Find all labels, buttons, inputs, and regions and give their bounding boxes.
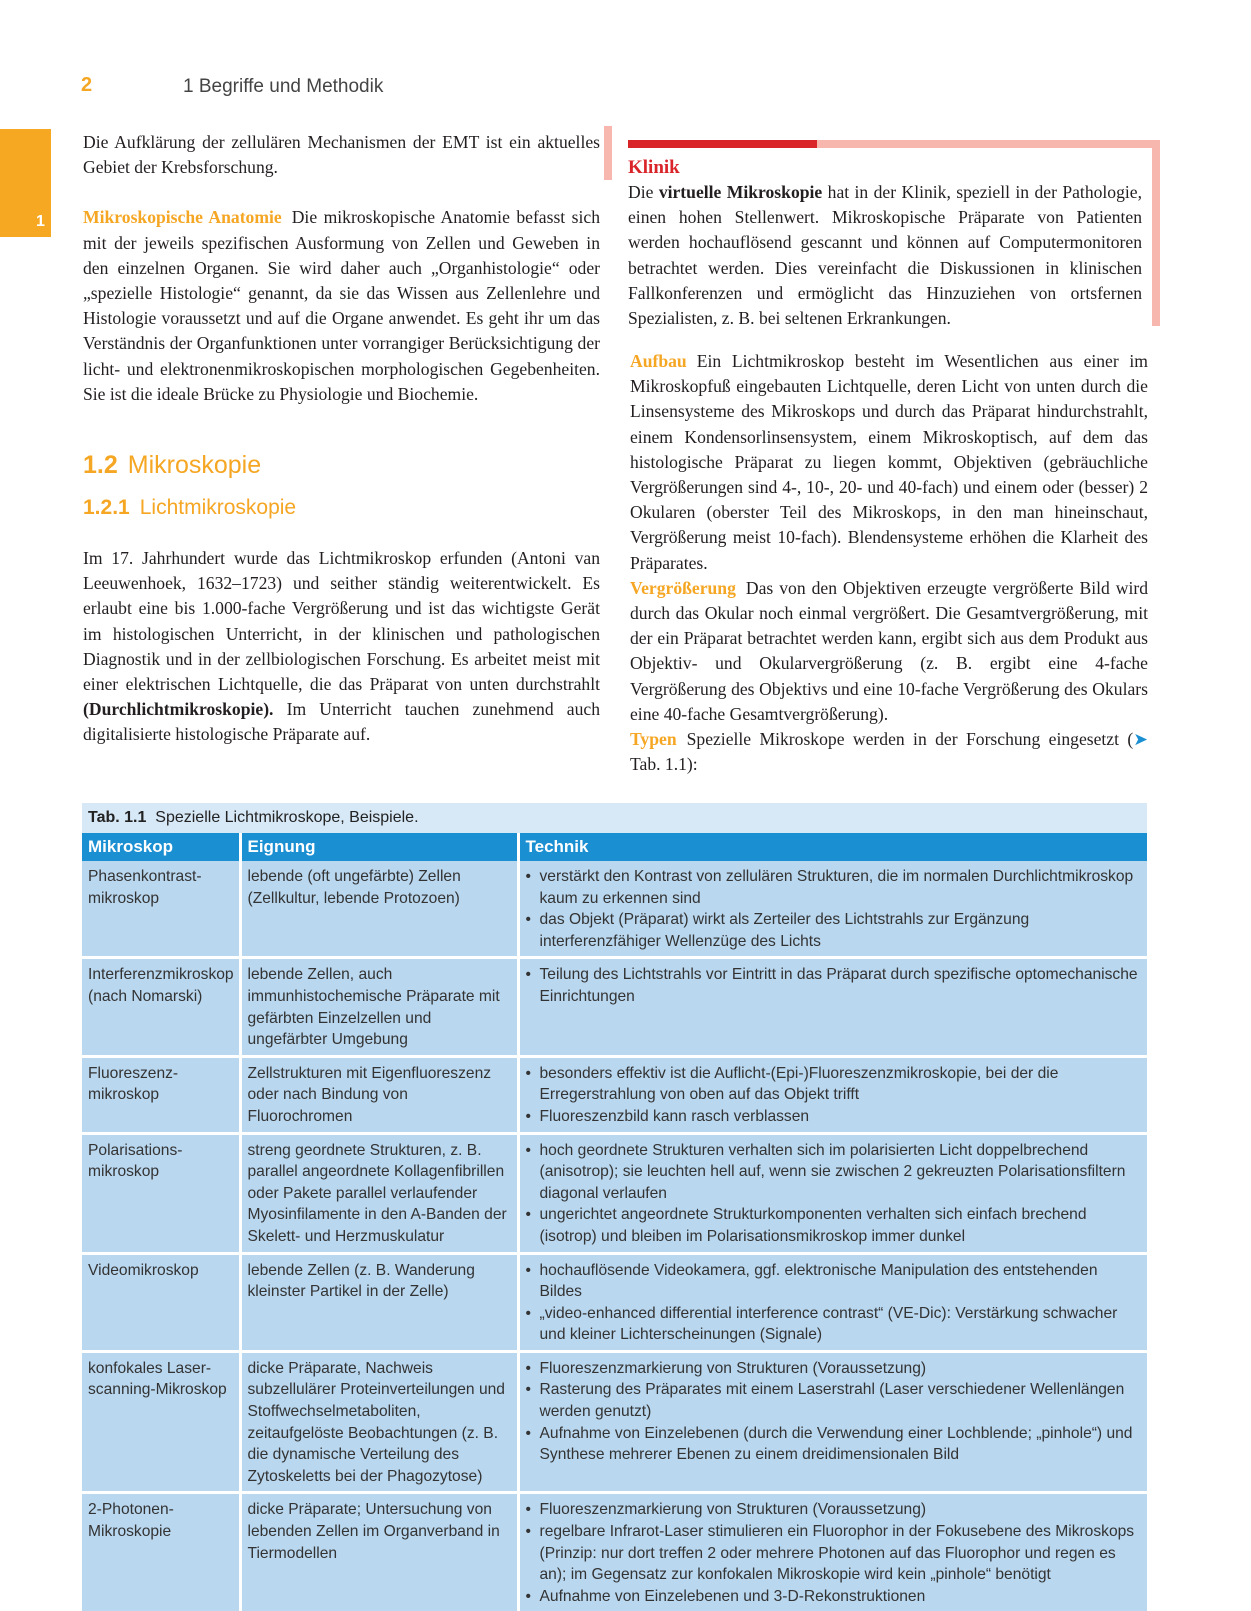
cell-technik [518,861,1147,958]
cell-technik [518,958,1147,1056]
cell-eignung: dicke Präparate; Untersuchung von lebenden Zellen im Organverband in Tiermodellen [240,1493,518,1611]
chapter-tab [0,129,51,237]
table-row [82,1493,1147,1611]
technik-item: • Fluoreszenzbild kann rasch verblassen [526,1106,1142,1128]
table-caption [82,803,1147,833]
table-row [82,1133,1147,1253]
table [82,833,1147,1611]
technik-item: • verstärkt den Kontrast von zellulären Strukturen, die im normalen Durchlichtmikroskop kaum zu erkennen sind [526,866,1142,909]
cell-eignung: dicke Präparate, Nachweis subzellulärer Proteinverteilungen und Stoffwechselmetaboliten, zeitaufgelöste Beobachtungen (z. B. die dynamische Verteilung des Zytoskeletts bei der Phagozytose) [240,1351,518,1493]
term-virtuelle-mikroskopie: virtuelle Mikroskopie [658,182,823,202]
table-row [82,958,1147,1056]
technik-item: • „video-enhanced differential interference contrast“ (VE-Dic): Verstärkung schwacher und kleiner Lichterscheinungen (Signale) [526,1303,1142,1346]
technik-item: • das Objekt (Präparat) wirkt als Zerteiler des Lichtstrahls zur Ergänzung interferenzfähiger Wellenzüge des Lichts [526,909,1142,952]
cell-technik [518,1133,1147,1253]
table-row [82,1056,1147,1133]
paragraph-vergroesserung-text: Das von den Objektiven erzeugte vergrößerte Bild wird durch das Okular noch einmal vergrößert. Die Gesamtvergrößerung, mit der ein Präparat betrachtet werden kann, ergibt sich aus dem Produkt aus Objektiv- und Okularvergrößerung (z. B. ergibt eine 4-fache Vergrößerung des Objektivs und eine 10-fache Vergrößerung des Okulars eine 40-fache Gesamtvergrößerung). [630,577,1148,724]
subsection-heading [83,496,600,520]
clinic-text-body: hat in der Klinik, speziell in der Pathologie, einen hohen Stellenwert. Mikroskopische Präparate von Patienten werden hochauflösend gescannt und können auf Computermonitoren betrachtet werden. Dies vereinfacht die Diskussionen in klinischen Fallkonferenzen und ermöglicht das Hinzuziehen von ortsfernen Spezialisten, z. B. bei seltenen Erkrankungen. [628,182,1142,329]
table-reference-link[interactable]: Tab. 1.1): [630,754,698,775]
technik-item: • ungerichtet angeordnete Strukturkomponenten verhalten sich einfach brechend (isotrop) und bleiben im Polarisationsmikroskop immer dunkel [526,1204,1142,1247]
paragraph-lichtmikroskopie [83,546,600,748]
technik-item: • Teilung des Lichtstrahls vor Eintritt in das Präparat durch spezifische optomechanische Einrichtungen [526,964,1142,1007]
cell-mikroskop: Videomikroskop [82,1253,240,1351]
column-header-mikroskop: Mikroskop [82,833,240,861]
table-row [82,861,1147,958]
table-header-row [82,833,1147,861]
paragraph-mikroskopische-anatomie [83,205,600,407]
technik-item: • hoch geordnete Strukturen verhalten sich im polarisierten Licht doppelbrechend (anisotrop); sie leuchten hell auf, wenn sie zwischen 2 gekreuzten Polarisationsfiltern diagonal verlaufen [526,1140,1142,1205]
cell-eignung: lebende (oft ungefärbte) Zellen (Zellkultur, lebende Protozoen) [240,861,518,958]
keyword-mikroskopische-anatomie: Mikroskopische Anatomie [83,207,282,228]
section-number: 1.2 [83,451,118,480]
cell-technik [518,1351,1147,1493]
paragraph-lichtmikroskopie-text: Im 17. Jahrhundert wurde das Lichtmikroskop erfunden (Antoni van Leeuwenhoek, 1632–1723) und seither ständig weiterentwickelt. Es erlaubt eine bis 1.000-fache Vergrößerung und ist das wichtigste Gerät im histologischen Unterricht, in der klinischen und pathologischen Diagnostik und in der zellbiologischen Forschung. Es arbeitet meist mit einer elektrischen Lichtquelle, die das Präparat von unten durchstrahlt [83,548,600,695]
left-column [83,130,600,748]
column-header-technik: Technik [518,833,1147,861]
paragraph-emt: Die Aufklärung der zellulären Mechanismen der EMT ist ein aktuelles Gebiet der Krebsforschung. [83,132,600,178]
cell-eignung: lebende Zellen (z. B. Wanderung kleinster Partikel in der Zelle) [240,1253,518,1351]
keyword-typen: Typen [630,729,677,750]
right-column [630,349,1148,777]
paragraph-aufbau [630,349,1148,576]
paragraph-aufbau-text: Ein Lichtmikroskop besteht im Wesentlichen aus einer im Mikroskopfuß eingebauten Lichtquelle, deren Licht von unten durch die Linsensysteme des Mikroskops und durch das Präparat hindurchstrahlt, einem Kondensorlinsensystem, einem Mikroskoptisch, auf dem das histologische Präparat zu liegen kommt, Objektiven (gebräuchliche Vergrößerungen sind 4-, 10-, 20- und 40-fach) und einem oder (besser) 2 Okularen (oberster Teil des Mikroskops, in den man hineinschaut, Vergrößerung meist 10-fach). Blendensysteme erhöhen die Klarheit des Präparates. [630,351,1148,573]
cell-mikroskop: 2-Photonen-Mikroskopie [82,1493,240,1611]
subsection-title: Lichtmikroskopie [139,496,297,520]
clinic-box [628,140,1164,329]
paragraph-mikroskopische-anatomie-text: Die mikroskopische Anatomie befasst sich mit der jeweils spezifischen Ausformung von Zellen und Geweben in den einzelnen Organen. Sie wird daher auch „Organhistologie“ oder „spezielle Histologie“ genannt, da sie das Wissen aus Zellenlehre und Histologie voraussetzt und auf die Organe anwendet. Es geht ihr um das Verständnis der Organfunktionen unter vorrangiger Berücksichtigung der licht- und elektronenmikroskopischen morphologischen Gegebenheiten. Sie ist die ideale Brücke zu Physiologie und Biochemie. [83,207,601,404]
decorative-bar [604,126,612,180]
cell-eignung: streng geordnete Strukturen, z. B. parallel angeordnete Kollagenfibrillen oder Pakete parallel verlaufender Myosinfilamente in den A-Banden der Skelett- und Herzmuskulatur [240,1133,518,1253]
term-durchlichtmikroskopie: (Durchlichtmikroskopie). [83,699,274,720]
technik-item: • hochauflösende Videokamera, ggf. elektronische Manipulation des entstehenden Bildes [526,1260,1142,1303]
paragraph-lichtmikroskopie-end: Im Unterricht tauchen zunehmend auch digitalisierte histologische Präparate auf. [83,699,600,745]
running-head: 1 Begriffe und Methodik [183,76,384,97]
cell-eignung: lebende Zellen, auch immunhistochemische Präparate mit gefärbten Einzelzellen und ungefärbter Umgebung [240,958,518,1056]
cell-technik [518,1056,1147,1133]
cell-mikroskop: Phasenkontrast-mikroskop [82,861,240,958]
clinic-top-rule-light [817,140,1159,148]
clinic-side-rule [1152,140,1160,326]
keyword-vergroesserung: Vergrößerung [630,577,736,598]
technik-item: • regelbare Infrarot-Laser stimulieren ein Fluorophor in der Fokusebene des Mikroskops (Prinzip: nur dort treffen 2 oder mehrere Photonen auf das Fluorophor und regen es an); im Gegensatz zur konfokalen Mikroskopie wird kein „pinhole“ benötigt [526,1521,1142,1586]
table-caption-text: Spezielle Lichtmikroskope, Beispiele. [155,809,419,826]
cell-eignung: Zellstrukturen mit Eigenfluoreszenz oder nach Bindung von Fluorochromen [240,1056,518,1133]
paragraph-typen [630,727,1148,777]
section-heading [83,451,600,480]
cell-mikroskop: Interferenzmikroskop (nach Nomarski) [82,958,240,1056]
clinic-text-start: Die [628,182,654,202]
technik-item: • Aufnahme von Einzelebenen und 3-D-Rekonstruktionen [526,1586,1142,1608]
technik-item: • Fluoreszenzmarkierung von Strukturen (Voraussetzung) [526,1499,1142,1521]
keyword-aufbau: Aufbau [630,351,687,371]
technik-item: • Fluoreszenzmarkierung von Strukturen (Voraussetzung) [526,1358,1142,1380]
cell-mikroskop: Fluoreszenz-mikroskop [82,1056,240,1133]
technik-item: • besonders effektiv ist die Auflicht-(Epi-)Fluoreszenzmikroskopie, bei der die Erregerstrahlung von oben auf das Objekt trifft [526,1063,1142,1106]
page-number: 2 [81,74,93,96]
clinic-title: Klinik [628,157,680,178]
technik-item: • Rasterung des Präparates mit einem Laserstrahl (Laser verschiedener Wellenlängen werden genutzt) [526,1379,1142,1422]
technik-item: • Aufnahme von Einzelebenen (durch die Verwendung einer Lochblende; „pinhole“) und Synthese mehrerer Ebenen zu einem dreidimensionalen Bild [526,1423,1142,1466]
table-caption-number: Tab. 1.1 [88,809,147,826]
cell-technik [518,1493,1147,1611]
cell-technik [518,1253,1147,1351]
chapter-tab-number: 1 [36,213,45,230]
column-header-eignung: Eignung [240,833,518,861]
arrow-icon: ➤ [1133,729,1148,750]
paragraph-vergroesserung [630,576,1148,727]
paragraph-typen-text: Spezielle Mikroskope werden in der Forschung eingesetzt ( [686,729,1134,750]
subsection-number: 1.2.1 [83,496,130,520]
clinic-top-rule [628,140,817,148]
microscope-table [82,803,1147,1611]
table-row [82,1253,1147,1351]
table-row [82,1351,1147,1493]
clinic-text [628,180,1142,331]
cell-mikroskop: Polarisations-mikroskop [82,1133,240,1253]
section-title: Mikroskopie [127,451,262,480]
cell-mikroskop: konfokales Laser-scanning-Mikroskop [82,1351,240,1493]
